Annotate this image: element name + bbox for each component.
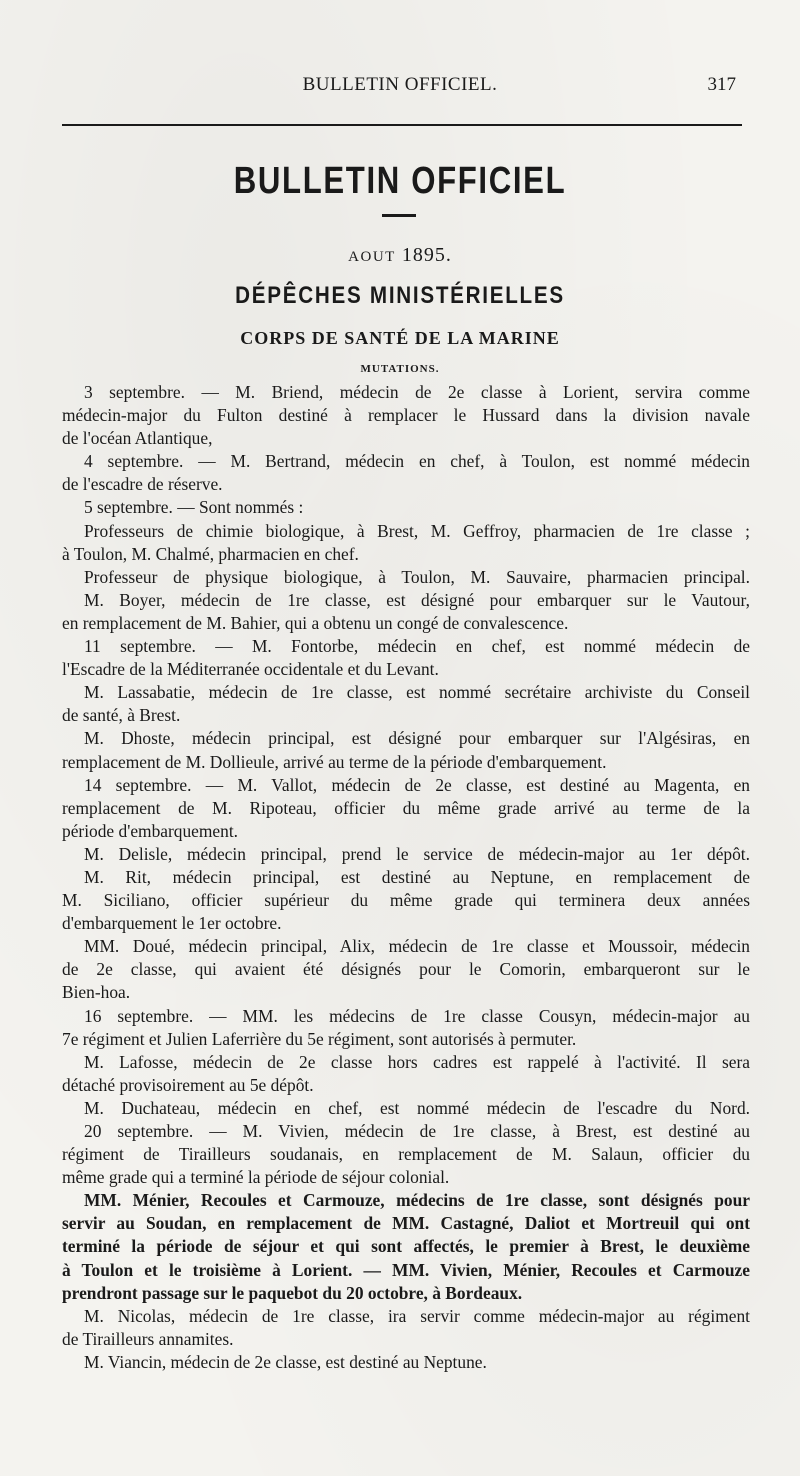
text-line: M. Dhoste, médecin principal, est désigné pour embarquer sur l'Algésiras, en (84, 728, 750, 749)
text-line: de santé, à Brest. (62, 705, 181, 726)
text-line: même grade qui a terminé la période de séjour colonial. (62, 1167, 450, 1188)
date-line (0, 244, 800, 267)
text-line: MM. Doué, médecin principal, Alix, médecin de 1re classe et Moussoir, médecin (84, 936, 750, 957)
text-line: 11 septembre. — M. Fontorbe, médecin en chef, est nommé médecin de (84, 636, 750, 657)
text-line: de l'océan Atlantique, (62, 428, 213, 449)
text-line: en remplacement de M. Bahier, qui a obtenu un congé de convalescence. (62, 612, 569, 633)
title-rule (382, 214, 416, 217)
text-line: à Toulon et le troisième à Lorient. — MM. Vivien, Ménier, Recoules et Carmouze (62, 1259, 750, 1280)
text-line: M. Viancin, médecin de 2e classe, est destiné au Neptune. (84, 1351, 487, 1372)
text-line: l'Escadre de la Méditerranée occidentale et du Levant. (62, 659, 439, 680)
text-line: 16 septembre. — MM. les médecins de 1re classe Cousyn, médecin-major au (84, 1005, 750, 1026)
text-line: prendront passage sur le paquebot du 20 octobre, à Bordeaux. (62, 1282, 523, 1303)
text-line: remplacement de M. Dollieule, arrivé au terme de la période d'embarquement. (62, 751, 607, 772)
text-line: servir au Soudan, en remplacement de MM. Castagné, Daliot et Mortreuil qui ont (62, 1213, 750, 1234)
text-line: d'embarquement le 1er octobre. (62, 913, 282, 934)
header-rule (62, 124, 742, 126)
text-line: terminé la période de séjour et qui sont affectés, le premier à Brest, le deuxième (62, 1236, 750, 1257)
text-line: 7e régiment et Julien Laferrière du 5e régiment, sont autorisés à permuter. (62, 1028, 577, 1049)
text-line: 20 septembre. — M. Vivien, médecin de 1re classe, à Brest, est destiné au (84, 1121, 750, 1141)
text-line: M. Nicolas, médecin de 1re classe, ira servir comme médecin-major au régiment (84, 1305, 750, 1326)
category-title: MUTATIONS. (360, 363, 440, 375)
text-line: période d'embarquement. (62, 820, 239, 841)
text-line: de 2e classe, qui avaient été désignés pour le Comorin, embarqueront sur le (62, 959, 750, 980)
text-line: Professeur de physique biologique, à Toulon, M. Sauvaire, pharmacien principal. (84, 566, 750, 587)
text-line: remplacement de M. Ripoteau, officier du même grade arrivé au terme de la (62, 797, 750, 818)
text-line: médecin-major du Fulton destiné à remplacer le Hussard dans la division navale (62, 405, 750, 426)
text-line: 3 septembre. — M. Briend, médecin de 2e classe à Lorient, servira comme (84, 382, 750, 402)
text-line: 4 septembre. — M. Bertrand, médecin en chef, à Toulon, est nommé médecin (84, 451, 750, 472)
running-title: BULLETIN OFFICIEL. (302, 74, 498, 95)
text-line: M. Boyer, médecin de 1re classe, est désigné pour embarquer sur le Vautour, (84, 589, 750, 610)
date-month: AOUT (348, 249, 396, 265)
body-text (62, 381, 750, 1374)
text-line: Bien-hoa. (62, 982, 131, 1003)
running-head (60, 74, 740, 104)
text-line: détaché provisoirement au 5e dépôt. (62, 1074, 314, 1095)
text-line: de l'escadre de réserve. (62, 474, 223, 495)
text-line: M. Lafosse, médecin de 2e classe hors cadres est rappelé à l'activité. Il sera (84, 1051, 750, 1072)
text-line: M. Delisle, médecin principal, prend le service de médecin-major au 1er dépôt. (84, 843, 750, 864)
text-line: 5 septembre. — Sont nommés : (84, 497, 304, 518)
text-line: régiment de Tirailleurs soudanais, en remplacement de M. Salaun, officier du (62, 1144, 750, 1165)
text-line: de Tirailleurs annamites. (62, 1328, 234, 1349)
text-line: M. Lassabatie, médecin de 1re classe, est nommé secrétaire archiviste du Conseil (84, 682, 750, 703)
section-title: DÉPÊCHES MINISTÉRIELLES (235, 282, 565, 309)
text-line: à Toulon, M. Chalmé, pharmacien en chef. (62, 543, 359, 564)
text-line: MM. Ménier, Recoules et Carmouze, médecins de 1re classe, sont désignés pour (84, 1190, 750, 1211)
text-line: M. Rit, médecin principal, est destiné au Neptune, en remplacement de (84, 866, 750, 887)
text-line: 14 septembre. — M. Vallot, médecin de 2e classe, est destiné au Magenta, en (84, 774, 750, 795)
date-year: 1895. (401, 244, 452, 266)
page-title: BULLETIN OFFICIEL (233, 160, 567, 202)
text-line: M. Siciliano, officier supérieur du même grade qui terminera deux années (62, 890, 750, 911)
text-line: M. Duchateau, médecin en chef, est nommé médecin de l'escadre du Nord. (84, 1097, 750, 1118)
page-number: 317 (707, 74, 736, 95)
text-line: Professeurs de chimie biologique, à Brest, M. Geffroy, pharmacien de 1re classe ; (84, 520, 750, 541)
subsection-title: CORPS DE SANTÉ DE LA MARINE (240, 328, 560, 348)
